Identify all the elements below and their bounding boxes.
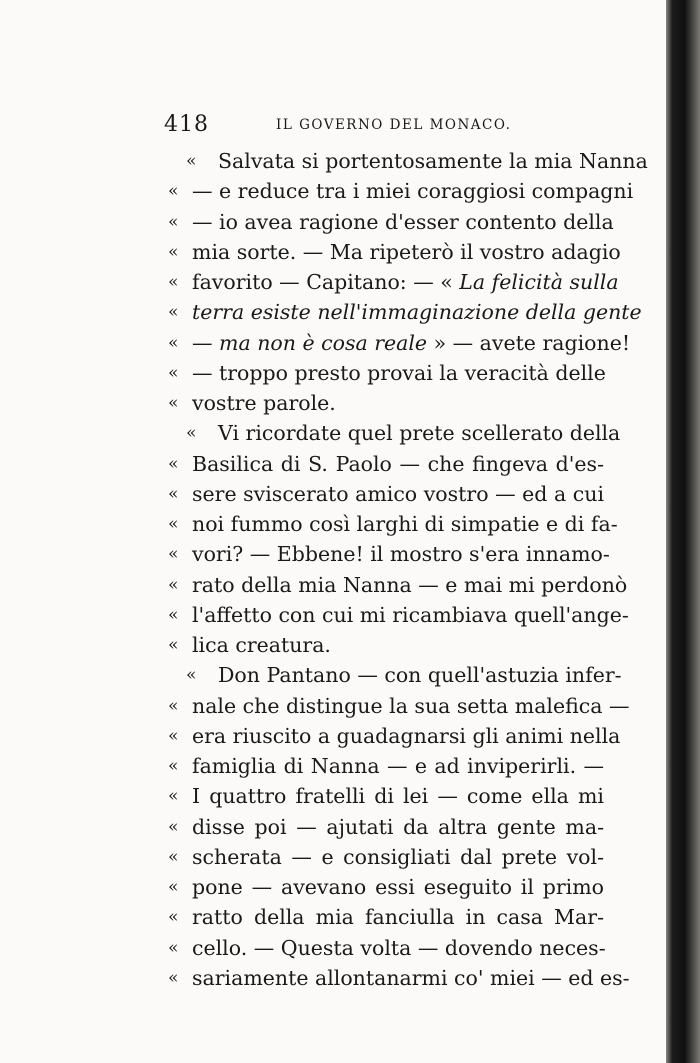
italic-text: ma non è cosa reale [219,330,428,355]
text-line [168,267,619,297]
quote-mark: « [168,453,179,474]
text-line [168,388,604,418]
line-text [192,812,604,842]
line-text [192,842,604,872]
text-run: Don Pantano — con quell'astuzia infer- [218,663,622,688]
quote-mark: « [168,786,179,807]
text-run: — io avea ragione d'esser contento della [192,209,614,234]
line-text [192,721,621,751]
quote-mark: « [168,181,179,202]
text-line [168,721,621,751]
text-line [168,328,631,358]
line-text [192,267,619,297]
italic-text: La felicità sulla [459,270,619,294]
text-run: pone — avevano essi eseguito il primo [192,875,604,899]
line-text [192,933,604,963]
text-run: lica creatura. [192,633,331,657]
quote-mark: « [168,362,179,383]
text-line [168,297,642,327]
quote-mark: « [168,604,179,625]
line-text [192,539,610,569]
text-run: Salvata si portentosamente la mia Nanna [218,149,648,173]
line-text [192,509,618,539]
quote-mark: « [168,241,179,262]
text-line [168,207,614,237]
text-line [168,418,621,448]
quote-mark: « [168,302,179,323]
line-text [192,176,634,206]
text-line [168,479,604,509]
quote-mark: « [168,907,179,928]
text-run: nale che distingue la sua setta malefica — [192,693,630,718]
quote-mark: « [168,937,179,958]
text-run: noi fummo così larghi di simpatie e di fa- [192,512,618,536]
line-text [192,358,604,388]
italic-text: terra esiste nell'immaginazione della gente [192,300,642,325]
book-spine-shadow [666,0,700,1063]
text-line [168,358,604,388]
text-line [168,570,628,600]
text-line [168,146,648,176]
text-run: era riuscito a guadagnarsi gli animi nella [192,723,621,748]
quote-mark: « [186,665,197,686]
quote-mark: « [168,514,179,534]
text-line [168,691,630,721]
text-run: vostre parole. [192,391,336,415]
text-line [168,872,604,902]
line-text [192,570,628,600]
text-run: cello. — Questa volta — dovendo neces- [192,935,606,960]
text-line [168,963,630,993]
text-line [168,751,604,781]
quote-mark: « [168,393,179,413]
quote-mark: « [168,211,179,232]
text-run: famiglia di Nanna — e ad inviperirli. — [192,754,604,778]
quote-mark: « [168,967,179,988]
text-line [168,237,621,267]
line-text [192,449,604,479]
running-title: IL GOVERNO DEL MONACO. [276,117,512,133]
text-line [168,176,634,206]
line-text [192,781,604,811]
text-line [168,812,604,842]
text-run: I quattro fratelli di lei — come ella mi [192,784,604,809]
text-run: — e reduce tra i miei coraggiosi compagni [192,179,634,204]
text-run: » — avete ragione! [427,330,631,355]
text-line [168,630,604,660]
text-run: sariamente allontanarmi co' miei — ed es- [192,965,630,990]
text-run: disse poi — ajutati da altra gente ma- [192,814,604,839]
quote-mark: « [168,635,179,655]
line-text [218,146,648,176]
text-line [168,781,604,811]
line-text [192,751,604,781]
quote-mark: « [168,574,179,595]
text-line [168,600,629,630]
text-run: vori? — Ebbene! il mostro s'era innamo- [192,542,610,567]
line-text [218,660,622,690]
line-text [192,297,642,327]
text-run: ratto della mia fanciulla in casa Mar- [192,905,604,930]
page-number: 418 [164,112,209,137]
text-line [168,842,604,872]
line-text [218,418,621,448]
text-run: sere sviscerato amico vostro — ed a cui [192,481,604,506]
quote-mark: « [186,151,197,171]
text-run: mia sorte. — Ma ripeterò il vostro adagio [192,239,621,264]
text-line [168,902,604,932]
line-text [192,630,331,660]
text-line [168,449,604,479]
quote-mark: « [168,816,179,837]
quote-mark: « [168,725,179,746]
line-text [192,207,614,237]
quote-mark: « [168,332,179,353]
line-text [192,902,604,932]
text-run: scherata — e consigliati dal prete vol- [192,844,604,869]
text-line [168,933,604,963]
quote-mark: « [168,272,179,292]
line-text [192,872,604,902]
line-text [192,479,604,509]
text-run: Basilica di S. Paolo — che fingeva d'es- [192,451,604,476]
quote-mark: « [168,756,179,776]
text-run: Vi ricordate quel prete scellerato della [218,421,621,446]
quote-mark: « [168,846,179,867]
quote-mark: « [168,544,179,565]
quote-mark: « [168,695,179,716]
text-run: l'affetto con cui mi ricambiava quell'ange- [192,602,629,627]
line-text [192,963,630,993]
text-line [168,660,622,690]
text-line [168,539,610,569]
line-text [192,328,631,358]
text-line [168,509,618,539]
line-text [192,237,621,267]
line-text [192,600,629,630]
page-header [164,112,634,142]
line-text [192,388,336,418]
quote-mark: « [168,483,179,504]
text-run: rato della mia Nanna — e mai mi perdonò [192,572,628,597]
text-run: favorito — Capitano: — « [192,270,460,294]
quote-mark: « [186,423,197,444]
text-run: — troppo presto provai la veracità delle [192,360,606,385]
line-text [192,691,630,721]
body-text [168,146,648,993]
quote-mark: « [168,877,179,897]
text-run: — [192,330,220,355]
